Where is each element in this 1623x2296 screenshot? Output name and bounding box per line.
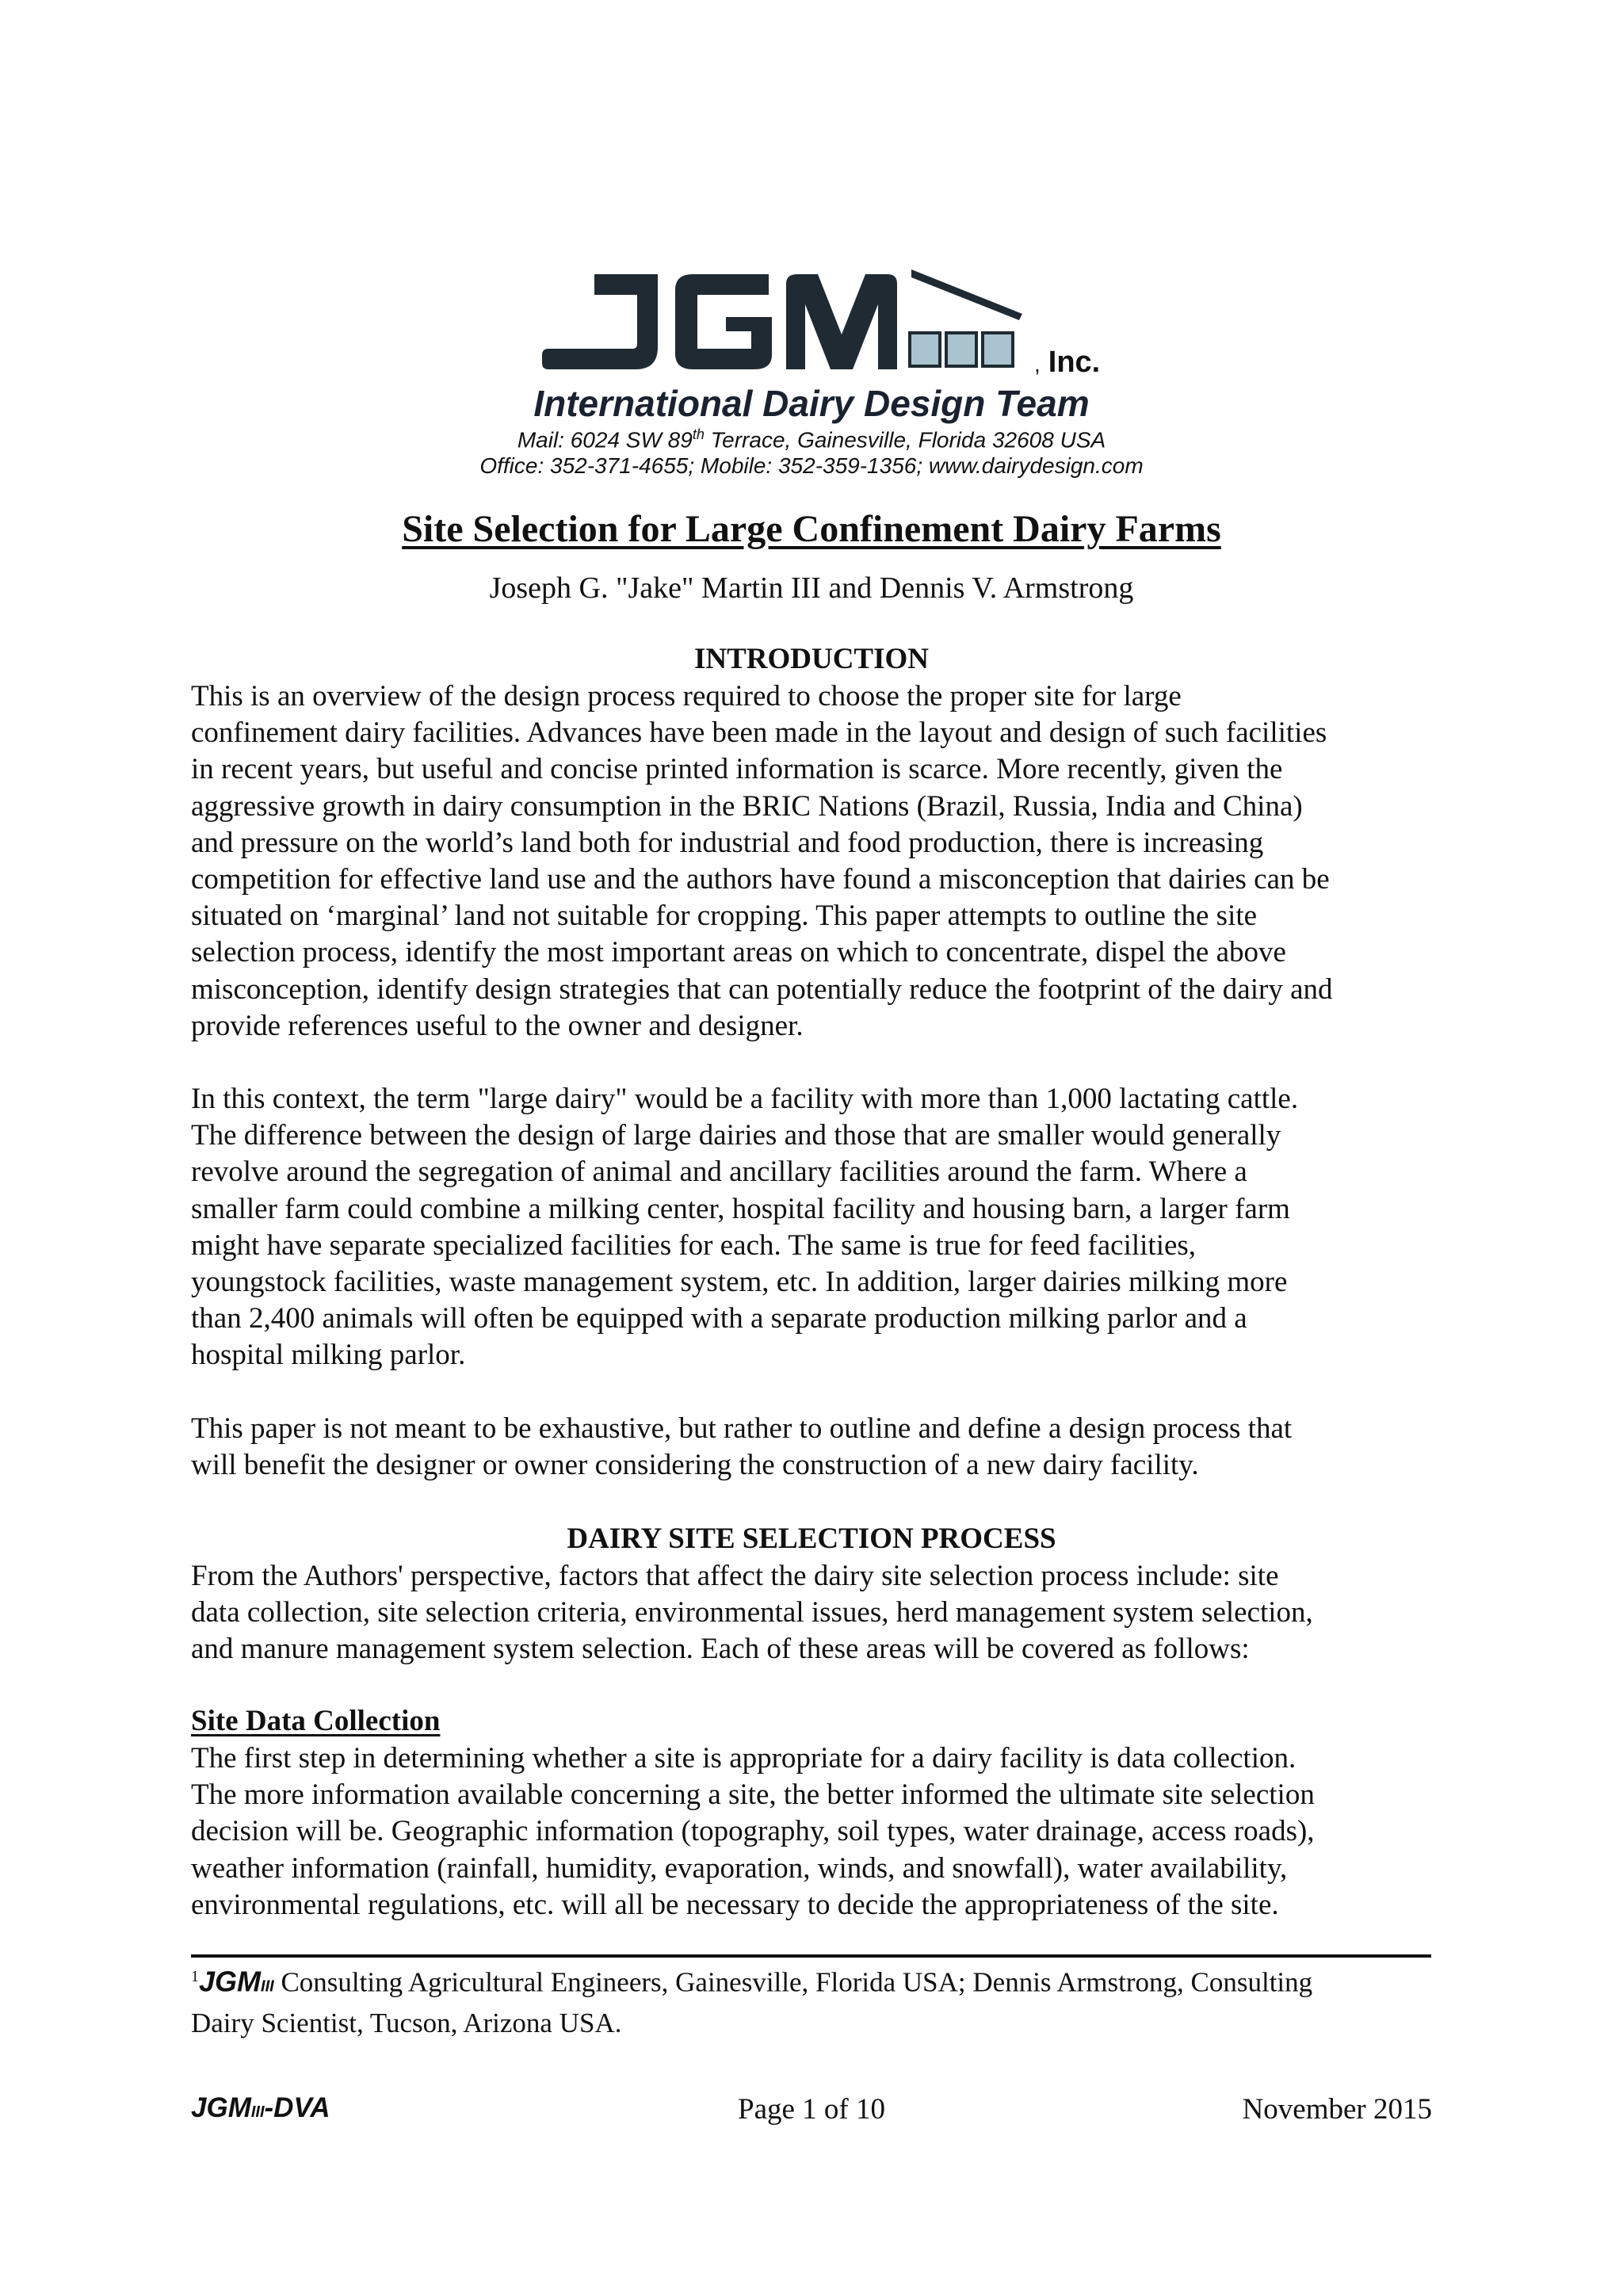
text-line: weather information (rainfall, humidity, evaporation, winds, and snowfall), water availability, (191, 1851, 1288, 1885)
text-line: environmental regulations, etc. will all be necessary to decide the appropriateness of the site. (191, 1888, 1279, 1921)
text-line: misconception, identify design strategies that can potentially reduce the footprint of the dairy and (191, 972, 1333, 1006)
footer-roman: III (250, 2103, 265, 2121)
text-line: in recent years, but useful and concise printed information is scarce. More recently, given the (191, 753, 1283, 786)
text-line: This paper is not meant to be exhaustive, but rather to outline and define a design process that (191, 1412, 1293, 1445)
text-line: youngstock facilities, waste management system, etc. In addition, larger dairies milking more (191, 1266, 1288, 1299)
logo-roof (911, 269, 1022, 320)
page-number: Page 1 of 10 (738, 2093, 885, 2126)
text-line: and manure management system selection. Each of these areas will be covered as follows: (191, 1633, 1250, 1666)
document-authors: Joseph G. "Jake" Martin III and Dennis V. Armstrong (489, 571, 1134, 605)
text-line: situated on ‘marginal’ land not suitable for cropping. This paper attempts to outline the site (191, 900, 1258, 933)
site-data-paragraph (191, 1740, 1435, 1924)
footnote (191, 1959, 1435, 2041)
organization-name: International Dairy Design Team (533, 383, 1090, 424)
text-line: From the Authors' perspective, factors that affect the dairy site selection process include: site (191, 1560, 1279, 1592)
site-data-heading: Site Data Collection (191, 1705, 441, 1737)
text-line: selection process, identify the most important areas on which to concentrate, dispel the above (191, 936, 1286, 969)
office-contact: Office: 352-371-4655; Mobile: 352-359-1356; www.dairydesign.com (479, 453, 1144, 478)
text-line: This is an overview of the design process required to choose the proper site for large (191, 680, 1182, 712)
logo-letter-j (542, 274, 658, 369)
footnote-separator (191, 1954, 1431, 1958)
text-line: smaller farm could combine a milking center, hospital facility and housing barn, a larger farm (191, 1192, 1290, 1225)
introduction-heading: INTRODUCTION (693, 643, 930, 675)
footnote-line-1-text: Consulting Agricultural Engineers, Gainesville, Florida USA; Dennis Armstrong, Consulting (273, 1966, 1313, 1998)
process-heading: DAIRY SITE SELECTION PROCESS (567, 1522, 1056, 1555)
text-line: The more information available concerning a site, the better informed the ultimate site selection (191, 1778, 1315, 1812)
text-line: aggressive growth in dairy consumption in the BRIC Nations (Brazil, Russia, India and China) (191, 789, 1303, 823)
introduction-paragraph-3 (191, 1411, 1435, 1484)
text-line: will benefit the designer or owner considering the construction of a new dairy facility. (191, 1449, 1199, 1482)
text-line: confinement dairy facilities. Advances have been made in the layout and design of such facilities (191, 716, 1327, 750)
text-line: than 2,400 animals will often be equipped with a separate production milking parlor and a (191, 1302, 1247, 1335)
jgm-logo-graphic (539, 268, 1046, 379)
footnote-roman: III (261, 1977, 274, 1996)
mail-prefix: Mail: 6024 SW 89 (517, 427, 693, 453)
text-line: data collection, site selection criteria, environmental issues, herd management system selection, (191, 1596, 1313, 1629)
inc-text: Inc. (1048, 346, 1101, 379)
process-paragraph (191, 1558, 1435, 1668)
introduction-paragraph-1 (191, 678, 1435, 1045)
footer-suffix: -DVA (264, 2092, 330, 2123)
text-line: hospital milking parlor. (191, 1339, 466, 1372)
logo-letter-g (675, 274, 772, 369)
logo-window-3 (983, 333, 1013, 366)
logo-window-1 (910, 333, 940, 366)
mail-address (0, 426, 1623, 453)
text-line: The difference between the design of large dairies and those that are smaller would generally (191, 1119, 1281, 1152)
footer-date: November 2015 (1242, 2093, 1432, 2126)
footnote-line-2: Dairy Scientist, Tucson, Arizona USA. (191, 2007, 622, 2038)
introduction-paragraph-2 (191, 1081, 1435, 1374)
text-line: The first step in determining whether a site is appropriate for a dairy facility is data collection. (191, 1742, 1296, 1775)
text-line: provide references useful to the owner and designer. (191, 1009, 804, 1042)
document-title: Site Selection for Large Confinement Dairy Farms (402, 508, 1221, 550)
logo-window-2 (946, 333, 976, 366)
text-line: competition for effective land use and the authors have found a misconception that dairies can be (191, 863, 1330, 896)
footnote-jgm: JGM (199, 1965, 262, 1998)
text-line: revolve around the segregation of animal and ancillary facilities around the farm. Where a (191, 1156, 1247, 1189)
company-logo (539, 268, 1109, 387)
text-line: decision will be. Geographic information (topography, soil types, water drainage, access roads), (191, 1815, 1315, 1848)
text-line: and pressure on the world’s land both for industrial and food production, there is increasing (191, 826, 1264, 859)
text-line: might have separate specialized facilities for each. The same is true for feed facilities, (191, 1228, 1197, 1262)
logo-letter-m (786, 274, 897, 369)
footnote-marker: 1 (191, 1968, 199, 1985)
footnote-line-1 (191, 1959, 1435, 2005)
mail-suffix: Terrace, Gainesville, Florida 32608 USA (704, 427, 1106, 453)
mail-sup: th (692, 426, 705, 442)
footer-jgm: JGM (191, 2092, 251, 2123)
text-line: In this context, the term "large dairy" would be a facility with more than 1,000 lactating cattle. (191, 1083, 1299, 1115)
company-suffix: , Inc. (1034, 346, 1101, 379)
